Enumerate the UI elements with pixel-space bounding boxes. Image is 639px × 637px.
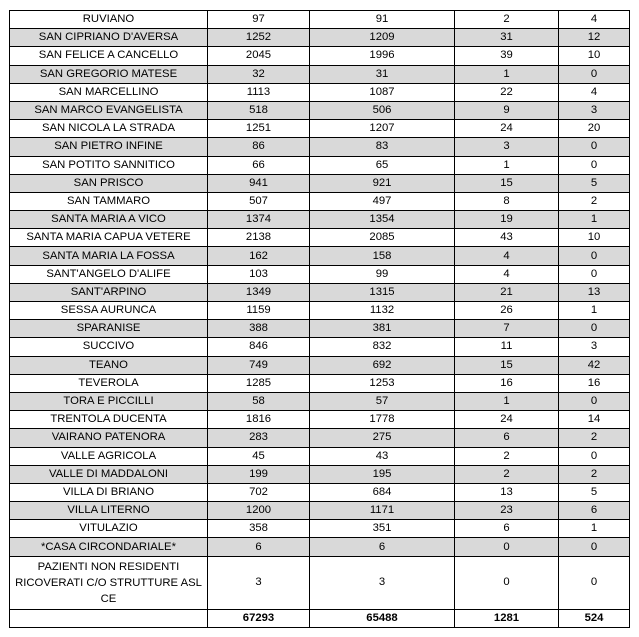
table-row (10, 429, 630, 447)
value-col-4: 0 (559, 65, 630, 83)
value-col-3: 21 (455, 283, 559, 301)
table-row (10, 283, 630, 301)
value-col-3: 13 (455, 483, 559, 501)
value-col-1: 97 (208, 11, 310, 29)
table-row (10, 83, 630, 101)
table-row (10, 447, 630, 465)
municipality-name: TRENTOLA DUCENTA (10, 411, 208, 429)
municipality-name: VALLE DI MADDALONI (10, 465, 208, 483)
value-col-2: 158 (310, 247, 455, 265)
value-col-4: 0 (559, 538, 630, 556)
value-col-2: 1132 (310, 302, 455, 320)
table-row (10, 247, 630, 265)
value-col-1: 1200 (208, 502, 310, 520)
value-col-1: 2138 (208, 229, 310, 247)
value-col-2: 921 (310, 174, 455, 192)
value-col-4: 0 (559, 265, 630, 283)
value-col-2: 692 (310, 356, 455, 374)
municipality-name: SAN PRISCO (10, 174, 208, 192)
value-col-1: 66 (208, 156, 310, 174)
value-col-3: 2 (455, 11, 559, 29)
value-col-2: 1253 (310, 374, 455, 392)
value-col-1: 358 (208, 520, 310, 538)
municipality-name: SANTA MARIA LA FOSSA (10, 247, 208, 265)
value-col-1: 1285 (208, 374, 310, 392)
value-col-3: 24 (455, 411, 559, 429)
value-col-2: 506 (310, 101, 455, 119)
value-col-2: 3 (310, 556, 455, 609)
value-col-1: 103 (208, 265, 310, 283)
value-col-1: 1251 (208, 120, 310, 138)
municipality-name: *CASA CIRCONDARIALE* (10, 538, 208, 556)
value-col-1: 846 (208, 338, 310, 356)
table-row (10, 120, 630, 138)
municipality-name: TORA E PICCILLI (10, 392, 208, 410)
value-col-1: 1159 (208, 302, 310, 320)
value-col-2: 1354 (310, 211, 455, 229)
value-col-4: 13 (559, 283, 630, 301)
value-col-1: 1374 (208, 211, 310, 229)
value-col-2: 1171 (310, 502, 455, 520)
value-col-1: 58 (208, 392, 310, 410)
value-col-4: 2 (559, 429, 630, 447)
value-col-1: 283 (208, 429, 310, 447)
value-col-4: 4 (559, 11, 630, 29)
municipality-table (9, 10, 630, 628)
value-col-3: 1 (455, 392, 559, 410)
table-row (10, 392, 630, 410)
value-col-1: 518 (208, 101, 310, 119)
municipality-name: SESSA AURUNCA (10, 302, 208, 320)
value-col-1: 32 (208, 65, 310, 83)
table-row (10, 174, 630, 192)
totals-label (10, 609, 208, 627)
totals-row (10, 609, 630, 627)
value-col-4: 1 (559, 211, 630, 229)
value-col-1: 1349 (208, 283, 310, 301)
value-col-4: 2 (559, 192, 630, 210)
value-col-1: 199 (208, 465, 310, 483)
value-col-2: 275 (310, 429, 455, 447)
table-row (10, 338, 630, 356)
value-col-3: 2 (455, 447, 559, 465)
municipality-name: SANTA MARIA CAPUA VETERE (10, 229, 208, 247)
municipality-name: VITULAZIO (10, 520, 208, 538)
total-col-2: 65488 (310, 609, 455, 627)
value-col-3: 3 (455, 138, 559, 156)
municipality-name: VALLE AGRICOLA (10, 447, 208, 465)
value-col-1: 162 (208, 247, 310, 265)
municipality-name: SAN NICOLA LA STRADA (10, 120, 208, 138)
municipality-name: PAZIENTI NON RESIDENTI RICOVERATI C/O STRUTTURE ASL CE (10, 556, 208, 609)
value-col-2: 1087 (310, 83, 455, 101)
value-col-1: 1252 (208, 29, 310, 47)
value-col-4: 0 (559, 320, 630, 338)
table-row (10, 29, 630, 47)
value-col-4: 5 (559, 483, 630, 501)
table-row (10, 520, 630, 538)
table-body (10, 11, 630, 628)
municipality-name: SPARANISE (10, 320, 208, 338)
value-col-4: 1 (559, 302, 630, 320)
value-col-2: 351 (310, 520, 455, 538)
value-col-3: 16 (455, 374, 559, 392)
municipality-name: SAN MARCELLINO (10, 83, 208, 101)
table-row (10, 320, 630, 338)
value-col-3: 0 (455, 556, 559, 609)
municipality-name: SUCCIVO (10, 338, 208, 356)
municipality-name: VAIRANO PATENORA (10, 429, 208, 447)
table-row (10, 192, 630, 210)
value-col-4: 16 (559, 374, 630, 392)
value-col-2: 57 (310, 392, 455, 410)
total-col-1: 67293 (208, 609, 310, 627)
value-col-1: 2045 (208, 47, 310, 65)
value-col-4: 10 (559, 47, 630, 65)
value-col-3: 6 (455, 520, 559, 538)
municipality-name: SAN POTITO SANNITICO (10, 156, 208, 174)
value-col-2: 99 (310, 265, 455, 283)
value-col-3: 2 (455, 465, 559, 483)
value-col-3: 1 (455, 65, 559, 83)
municipality-name: TEANO (10, 356, 208, 374)
value-col-4: 0 (559, 392, 630, 410)
value-col-4: 42 (559, 356, 630, 374)
value-col-2: 1315 (310, 283, 455, 301)
total-col-4: 524 (559, 609, 630, 627)
table-row (10, 556, 630, 609)
value-col-2: 1778 (310, 411, 455, 429)
value-col-1: 45 (208, 447, 310, 465)
value-col-4: 4 (559, 83, 630, 101)
value-col-4: 20 (559, 120, 630, 138)
value-col-3: 11 (455, 338, 559, 356)
value-col-2: 381 (310, 320, 455, 338)
value-col-2: 43 (310, 447, 455, 465)
value-col-2: 195 (310, 465, 455, 483)
municipality-name: VILLA LITERNO (10, 502, 208, 520)
table-row (10, 47, 630, 65)
value-col-4: 0 (559, 447, 630, 465)
value-col-2: 31 (310, 65, 455, 83)
municipality-name: RUVIANO (10, 11, 208, 29)
value-col-3: 23 (455, 502, 559, 520)
municipality-name: SANT'ARPINO (10, 283, 208, 301)
table-row (10, 356, 630, 374)
table-row (10, 156, 630, 174)
value-col-1: 3 (208, 556, 310, 609)
value-col-3: 15 (455, 356, 559, 374)
value-col-3: 1 (455, 156, 559, 174)
table-row (10, 538, 630, 556)
value-col-4: 0 (559, 138, 630, 156)
municipality-name: SAN FELICE A CANCELLO (10, 47, 208, 65)
value-col-2: 832 (310, 338, 455, 356)
value-col-4: 3 (559, 338, 630, 356)
table-row (10, 483, 630, 501)
municipality-name: SAN CIPRIANO D'AVERSA (10, 29, 208, 47)
value-col-3: 24 (455, 120, 559, 138)
value-col-1: 941 (208, 174, 310, 192)
value-col-4: 0 (559, 247, 630, 265)
total-col-3: 1281 (455, 609, 559, 627)
value-col-3: 9 (455, 101, 559, 119)
value-col-1: 702 (208, 483, 310, 501)
municipality-name: SAN MARCO EVANGELISTA (10, 101, 208, 119)
table-row (10, 465, 630, 483)
table-row (10, 374, 630, 392)
table-row (10, 138, 630, 156)
table-row (10, 101, 630, 119)
value-col-4: 14 (559, 411, 630, 429)
table-row (10, 265, 630, 283)
table-row (10, 11, 630, 29)
value-col-2: 6 (310, 538, 455, 556)
municipality-name: TEVEROLA (10, 374, 208, 392)
value-col-1: 749 (208, 356, 310, 374)
value-col-2: 1209 (310, 29, 455, 47)
value-col-3: 19 (455, 211, 559, 229)
table-row (10, 302, 630, 320)
municipality-name: SAN TAMMARO (10, 192, 208, 210)
value-col-4: 2 (559, 465, 630, 483)
value-col-2: 83 (310, 138, 455, 156)
value-col-4: 0 (559, 556, 630, 609)
value-col-3: 0 (455, 538, 559, 556)
value-col-1: 1113 (208, 83, 310, 101)
value-col-3: 22 (455, 83, 559, 101)
value-col-3: 43 (455, 229, 559, 247)
value-col-1: 388 (208, 320, 310, 338)
table-row (10, 65, 630, 83)
table-row (10, 411, 630, 429)
value-col-3: 8 (455, 192, 559, 210)
municipality-name: SAN GREGORIO MATESE (10, 65, 208, 83)
value-col-2: 65 (310, 156, 455, 174)
value-col-4: 12 (559, 29, 630, 47)
value-col-3: 7 (455, 320, 559, 338)
value-col-3: 15 (455, 174, 559, 192)
municipality-name: SANTA MARIA A VICO (10, 211, 208, 229)
value-col-2: 497 (310, 192, 455, 210)
value-col-4: 0 (559, 156, 630, 174)
value-col-1: 507 (208, 192, 310, 210)
table-row (10, 229, 630, 247)
municipality-name: SANT'ANGELO D'ALIFE (10, 265, 208, 283)
value-col-3: 4 (455, 247, 559, 265)
value-col-2: 1207 (310, 120, 455, 138)
value-col-1: 1816 (208, 411, 310, 429)
municipality-name: VILLA DI BRIANO (10, 483, 208, 501)
value-col-2: 1996 (310, 47, 455, 65)
value-col-1: 6 (208, 538, 310, 556)
value-col-2: 91 (310, 11, 455, 29)
value-col-2: 2085 (310, 229, 455, 247)
value-col-3: 39 (455, 47, 559, 65)
value-col-4: 3 (559, 101, 630, 119)
table-row (10, 502, 630, 520)
value-col-2: 684 (310, 483, 455, 501)
value-col-3: 4 (455, 265, 559, 283)
value-col-3: 26 (455, 302, 559, 320)
value-col-4: 5 (559, 174, 630, 192)
value-col-1: 86 (208, 138, 310, 156)
value-col-4: 1 (559, 520, 630, 538)
value-col-3: 31 (455, 29, 559, 47)
value-col-4: 10 (559, 229, 630, 247)
value-col-3: 6 (455, 429, 559, 447)
municipality-name: SAN PIETRO INFINE (10, 138, 208, 156)
value-col-4: 6 (559, 502, 630, 520)
table-row (10, 211, 630, 229)
